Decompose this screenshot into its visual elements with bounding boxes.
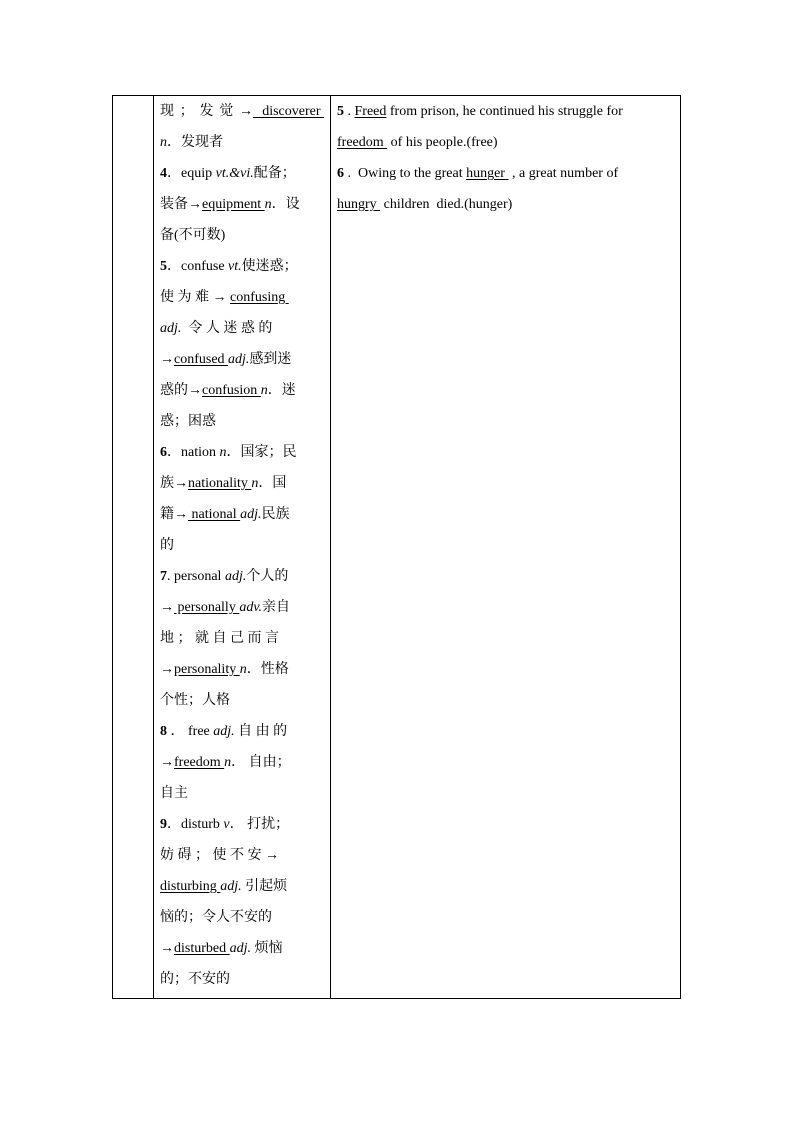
line: 的；不安的 bbox=[160, 972, 230, 987]
line: 现；发觉→ discoverer bbox=[160, 104, 324, 119]
line: 装备→equipment n．设 bbox=[160, 197, 300, 212]
line: →disturbed adj. 烦恼 bbox=[160, 941, 283, 956]
table-row bbox=[113, 96, 681, 999]
line: → personally adv.亲自 bbox=[160, 600, 291, 615]
line: →personality n．性格 bbox=[160, 662, 289, 677]
vocabulary-table bbox=[112, 95, 681, 999]
word-forms-cell bbox=[154, 96, 331, 999]
entry-7: 7. personal adj.个人的 bbox=[160, 569, 289, 584]
line: 恼的；令人不安的 bbox=[160, 910, 272, 925]
line: n．发现者 bbox=[160, 135, 223, 150]
entry-9: 9．disturb v． 打扰； bbox=[160, 817, 290, 832]
line: 自主 bbox=[160, 786, 188, 801]
entry-6: 6．nation n．国家；民 bbox=[160, 445, 297, 460]
line: 地 ； 就 自 己 而 言 bbox=[160, 631, 279, 646]
exercise-cell bbox=[331, 96, 681, 999]
sentence-6: 6 . Owing to the great hunger , a great number of bbox=[337, 166, 619, 181]
line: freedom of his people.(free) bbox=[337, 135, 498, 150]
sentence-5: 5 . Freed from prison, he continued his struggle for bbox=[337, 104, 623, 119]
line: 惑；困惑 bbox=[160, 414, 216, 429]
line: adj. 令 人 迷 惑 的 bbox=[160, 321, 273, 336]
line: 妨 碍 ； 使 不 安 → bbox=[160, 848, 279, 863]
line: 族→nationality n．国 bbox=[160, 476, 287, 491]
line: 籍→ national adj.民族 bbox=[160, 507, 290, 522]
line: hungry children died.(hunger) bbox=[337, 197, 513, 212]
line: 个性；人格 bbox=[160, 693, 230, 708]
line: 使 为 难 → confusing bbox=[160, 290, 289, 305]
entry-8: 8 ． free adj. 自 由 的 bbox=[160, 724, 288, 739]
line: 惑的→confusion n．迷 bbox=[160, 383, 296, 398]
line: →freedom n． 自由； bbox=[160, 755, 291, 770]
line: 的 bbox=[160, 538, 174, 553]
entry-4: 4．equip vt.&vi.配备； bbox=[160, 166, 296, 181]
line: 备(不可数) bbox=[160, 228, 226, 243]
empty-cell bbox=[113, 96, 154, 999]
line: →confused adj.感到迷 bbox=[160, 352, 292, 367]
entry-5: 5．confuse vt.使迷惑； bbox=[160, 259, 298, 274]
line: disturbing adj. 引起烦 bbox=[160, 879, 288, 894]
